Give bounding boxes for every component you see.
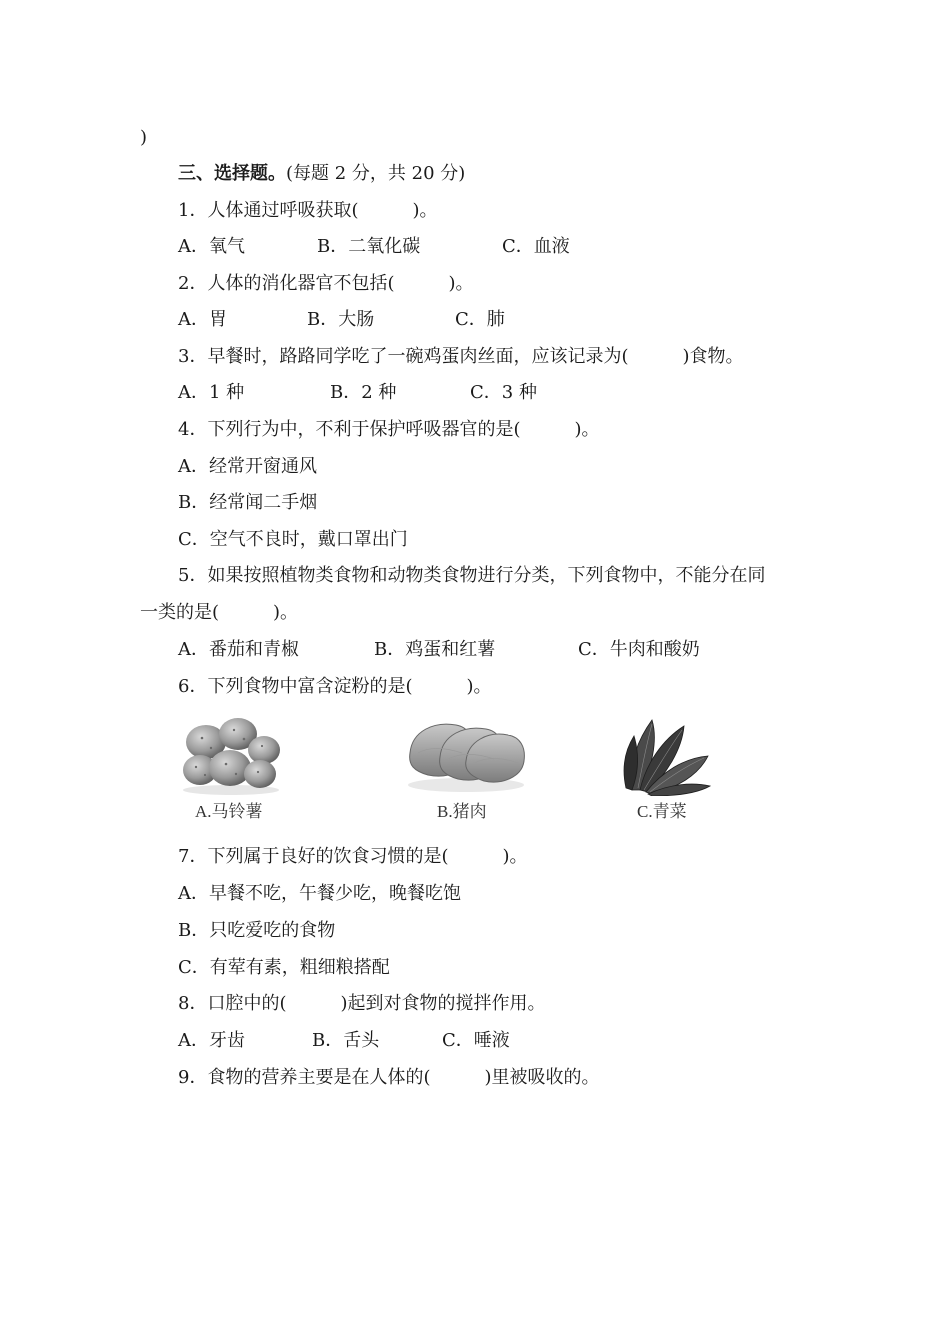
pork-icon (404, 713, 528, 795)
greens-icon (618, 712, 714, 796)
question-5-option-b[interactable]: B．鸡蛋和红薯 (374, 639, 496, 660)
question-3-option-c[interactable]: C．3 种 (470, 382, 537, 403)
pork-picture[interactable] (404, 713, 528, 795)
section-heading (178, 162, 465, 186)
greens-caption: C.青菜 (637, 802, 687, 821)
potato-picture[interactable] (178, 712, 284, 796)
question-2-option-a[interactable]: A．胃 (178, 309, 227, 330)
question-4-option-a[interactable]: A．经常开窗通风 (178, 456, 317, 477)
section-score-note: (每题 2 分，共 20 分) (286, 163, 466, 184)
potato-caption: A.马铃薯 (195, 802, 263, 821)
question-6-stem: 6．下列食物中富含淀粉的是( )。 (178, 676, 492, 697)
carry-over-paren: ) (140, 127, 148, 148)
question-1-option-b[interactable]: B．二氧化碳 (317, 236, 421, 257)
question-5-option-a[interactable]: A．番茄和青椒 (178, 639, 299, 660)
question-5-stem-line-2: 一类的是( )。 (140, 602, 299, 623)
question-8-option-c[interactable]: C．唾液 (442, 1030, 510, 1051)
section-title: 三、选择题。 (178, 163, 286, 184)
greens-picture[interactable] (618, 712, 714, 796)
question-9-stem: 9．食物的营养主要是在人体的( )里被吸收的。 (178, 1067, 600, 1088)
question-7-option-c[interactable]: C．有荤有素，粗细粮搭配 (178, 957, 390, 978)
question-5-stem-line-1: 5．如果按照植物类食物和动物类食物进行分类，下列食物中，不能分在同 (178, 565, 766, 586)
question-8-stem: 8．口腔中的( )起到对食物的搅拌作用。 (178, 993, 546, 1014)
question-4-stem: 4．下列行为中，不利于保护呼吸器官的是( )。 (178, 419, 600, 440)
question-1-option-a[interactable]: A．氧气 (178, 236, 245, 257)
question-7-option-b[interactable]: B．只吃爱吃的食物 (178, 920, 336, 941)
question-7-stem: 7．下列属于良好的饮食习惯的是( )。 (178, 846, 528, 867)
question-8-option-b[interactable]: B．舌头 (312, 1030, 380, 1051)
question-1-stem: 1．人体通过呼吸获取( )。 (178, 200, 438, 221)
question-2-option-c[interactable]: C．肺 (455, 309, 505, 330)
question-3-stem: 3．早餐时，路路同学吃了一碗鸡蛋肉丝面，应该记录为( )食物。 (178, 346, 744, 367)
question-1-option-c[interactable]: C．血液 (502, 236, 570, 257)
pork-caption: B.猪肉 (437, 802, 487, 821)
question-8-option-a[interactable]: A．牙齿 (178, 1030, 245, 1051)
question-5-option-c[interactable]: C．牛肉和酸奶 (578, 639, 700, 660)
question-3-option-a[interactable]: A．1 种 (178, 382, 245, 403)
question-2-option-b[interactable]: B．大肠 (307, 309, 375, 330)
question-3-option-b[interactable]: B．2 种 (330, 382, 397, 403)
question-4-option-b[interactable]: B．经常闻二手烟 (178, 492, 318, 513)
potato-icon (178, 712, 284, 796)
question-4-option-c[interactable]: C．空气不良时，戴口罩出门 (178, 529, 408, 550)
question-2-stem: 2．人体的消化器官不包括( )。 (178, 273, 474, 294)
question-7-option-a[interactable]: A．早餐不吃，午餐少吃，晚餐吃饱 (178, 883, 461, 904)
